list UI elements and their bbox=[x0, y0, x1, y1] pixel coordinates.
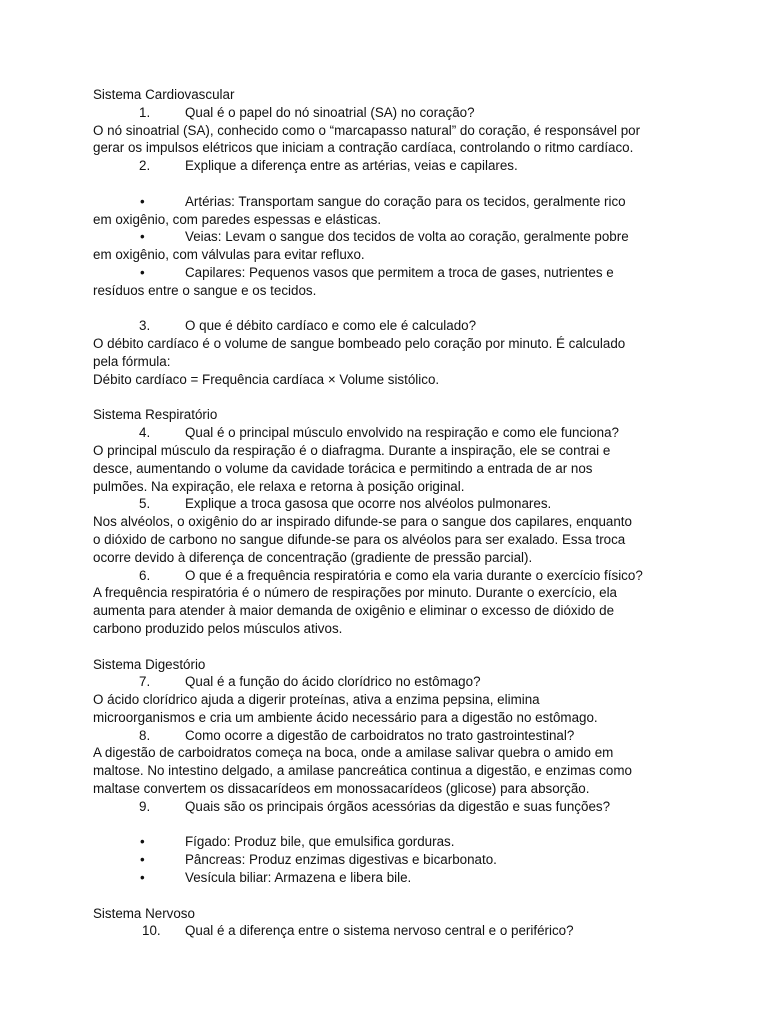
question-text: Qual é a diferença entre o sistema nervoso central e o periférico? bbox=[185, 923, 574, 939]
bullet-icon: • bbox=[140, 852, 145, 868]
question-text: Como ocorre a digestão de carboidratos no trato gastrointestinal? bbox=[185, 727, 575, 743]
document-content bbox=[93, 86, 683, 940]
section-title-respiratorio: Sistema Respiratório bbox=[93, 407, 218, 423]
bullet-item-figado bbox=[93, 833, 683, 851]
question-text: Qual é o papel do nó sinoatrial (SA) no coração? bbox=[185, 104, 475, 120]
bullet-item-capilares bbox=[93, 264, 683, 282]
bullet-icon: • bbox=[140, 193, 145, 209]
answer-line: O nó sinoatrial (SA), conhecido como o “marcapasso natural” do coração, é responsável por bbox=[93, 122, 641, 138]
question-text: Explique a troca gasosa que ocorre nos alvéolos pulmonares. bbox=[185, 496, 552, 512]
spacer bbox=[93, 816, 683, 834]
question-1 bbox=[93, 104, 683, 122]
answer-line: pulmões. Na expiração, ele relaxa e retorna à posição original. bbox=[93, 478, 465, 494]
bullet-icon: • bbox=[140, 264, 145, 280]
bullet-text: Fígado: Produz bile, que emulsifica gorduras. bbox=[185, 834, 455, 850]
question-9 bbox=[93, 798, 683, 816]
section-title-nervoso: Sistema Nervoso bbox=[93, 905, 195, 921]
bullet-text: Pâncreas: Produz enzimas digestivas e bicarbonato. bbox=[185, 852, 497, 868]
bullet-icon: • bbox=[140, 834, 145, 850]
spacer bbox=[93, 887, 683, 905]
question-number: 4. bbox=[139, 425, 151, 441]
question-text: Quais são os principais órgãos acessórias da digestão e suas funções? bbox=[185, 798, 611, 814]
bullet-item-arterias bbox=[93, 193, 683, 211]
bullet-text: Artérias: Transportam sangue do coração para os tecidos, geralmente rico bbox=[185, 193, 626, 209]
question-5 bbox=[93, 495, 683, 513]
question-number: 7. bbox=[139, 674, 151, 690]
question-number: 2. bbox=[139, 158, 151, 174]
bullet-continuation: resíduos entre o sangue e os tecidos. bbox=[93, 282, 317, 298]
question-3 bbox=[93, 317, 683, 335]
spacer bbox=[93, 175, 683, 193]
question-number: 5. bbox=[139, 496, 151, 512]
bullet-text: Capilares: Pequenos vasos que permitem a troca de gases, nutrientes e bbox=[185, 264, 614, 280]
question-text: Qual é a função do ácido clorídrico no estômago? bbox=[185, 674, 481, 690]
answer-line: O principal músculo da respiração é o diafragma. Durante a inspiração, ele se contrai e bbox=[93, 442, 611, 458]
answer-line: pela fórmula: bbox=[93, 353, 171, 369]
bullet-item-vesicula bbox=[93, 869, 683, 887]
question-number: 6. bbox=[139, 567, 151, 583]
question-7 bbox=[93, 673, 683, 691]
question-number: 8. bbox=[139, 727, 151, 743]
bullet-text: Vesícula biliar: Armazena e libera bile. bbox=[185, 870, 412, 886]
answer-line: carbono produzido pelos músculos ativos. bbox=[93, 620, 343, 636]
bullet-continuation: em oxigênio, com válvulas para evitar refluxo. bbox=[93, 247, 365, 263]
section-title-digestorio: Sistema Digestório bbox=[93, 656, 206, 672]
bullet-continuation: em oxigênio, com paredes espessas e elásticas. bbox=[93, 211, 382, 227]
bullet-item-pancreas bbox=[93, 851, 683, 869]
answer-line: O ácido clorídrico ajuda a digerir proteínas, ativa a enzima pepsina, elimina bbox=[93, 692, 540, 708]
question-text: O que é a frequência respiratória e como ela varia durante o exercício físico? bbox=[185, 567, 643, 583]
question-2 bbox=[93, 157, 683, 175]
answer-line: Débito cardíaco = Frequência cardíaca × Volume sistólico. bbox=[93, 371, 440, 387]
bullet-text: Veias: Levam o sangue dos tecidos de volta ao coração, geralmente pobre bbox=[185, 229, 629, 245]
answer-line: aumenta para atender à maior demanda de oxigênio e eliminar o excesso de dióxido de bbox=[93, 603, 615, 619]
question-number: 9. bbox=[139, 798, 151, 814]
answer-line: O débito cardíaco é o volume de sangue bombeado pelo coração por minuto. É calculado bbox=[93, 336, 626, 352]
bullet-icon: • bbox=[140, 870, 145, 886]
question-number: 1. bbox=[139, 104, 151, 120]
question-number: 10. bbox=[142, 923, 161, 939]
question-number: 3. bbox=[139, 318, 151, 334]
question-text: O que é débito cardíaco e como ele é calculado? bbox=[185, 318, 477, 334]
answer-line: maltose. No intestino delgado, a amilase pancreática continua a digestão, e enzimas como bbox=[93, 763, 632, 779]
spacer bbox=[93, 638, 683, 656]
section-title-cardiovascular: Sistema Cardiovascular bbox=[93, 87, 235, 102]
answer-line: gerar os impulsos elétricos que iniciam a contração cardíaca, controlando o ritmo cardíaco. bbox=[93, 140, 634, 156]
spacer bbox=[93, 300, 683, 318]
answer-line: desce, aumentando o volume da cavidade torácica e permitindo a entrada de ar nos bbox=[93, 460, 593, 476]
question-text: Qual é o principal músculo envolvido na respiração e como ele funciona? bbox=[185, 425, 619, 441]
bullet-icon: • bbox=[140, 229, 145, 245]
bullet-item-veias bbox=[93, 228, 683, 246]
answer-line: microorganismos e cria um ambiente ácido necessário para a digestão no estômago. bbox=[93, 709, 598, 725]
answer-line: maltase convertem os dissacarídeos em monossacarídeos (glicose) para absorção. bbox=[93, 781, 590, 797]
answer-line: A digestão de carboidratos começa na boca, onde a amilase salivar quebra o amido em bbox=[93, 745, 614, 761]
spacer bbox=[93, 389, 683, 407]
question-4 bbox=[93, 424, 683, 442]
answer-line: ocorre devido à diferença de concentração (gradiente de pressão parcial). bbox=[93, 549, 533, 565]
answer-line: o dióxido de carbono no sangue difunde-se para os alvéolos para ser exalado. Essa troca bbox=[93, 531, 626, 547]
question-10 bbox=[93, 922, 683, 940]
answer-line: A frequência respiratória é o número de respirações por minuto. Durante o exercício, ela bbox=[93, 585, 617, 601]
question-text: Explique a diferença entre as artérias, veias e capilares. bbox=[185, 158, 518, 174]
question-6 bbox=[93, 567, 683, 585]
question-8 bbox=[93, 727, 683, 745]
answer-line: Nos alvéolos, o oxigênio do ar inspirado difunde-se para o sangue dos capilares, enquanto bbox=[93, 514, 632, 530]
